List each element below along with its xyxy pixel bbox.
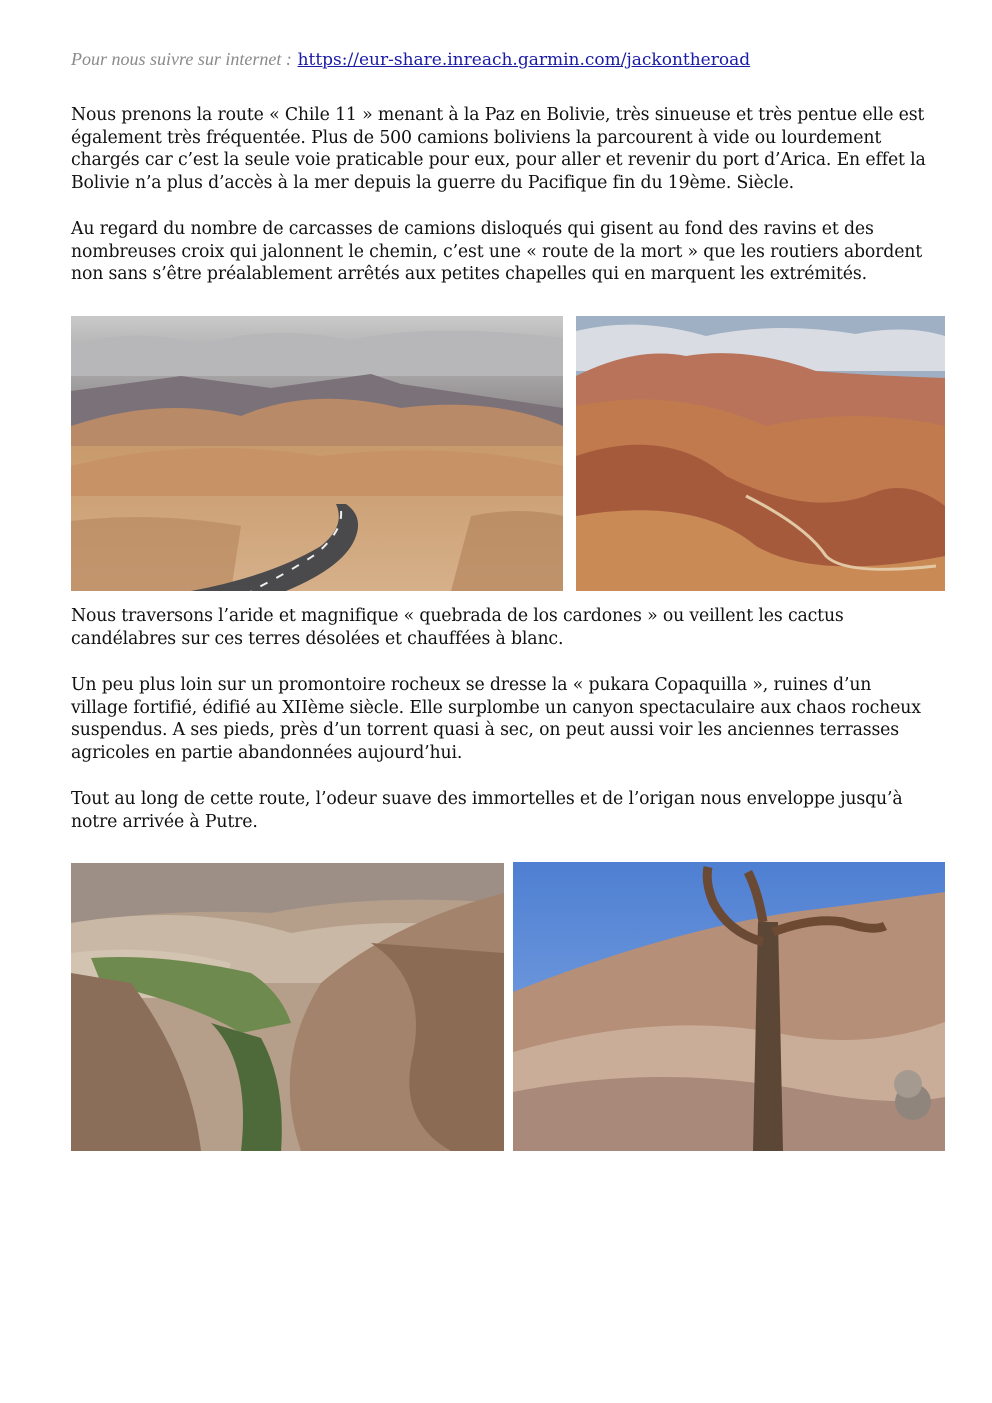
- text-line: Tout au long de cette route, l’odeur suave des immortelles et de l’origan nous enveloppe jusqu’à: [71, 789, 903, 809]
- text-line: Un peu plus loin sur un promontoire rocheux se dresse la « pukara Copaquilla », ruines d’un: [71, 675, 872, 695]
- text-line: Nous prenons la route « Chile 11 » menant à la Paz en Bolivie, très sinueuse et très pentue elle est: [71, 105, 925, 125]
- text-line: notre arrivée à Putre.: [71, 811, 258, 832]
- text-line: chargés car c’est la seule voie praticable pour eux, pour aller et revenir du port d’Arica. En effet la: [71, 150, 926, 170]
- photo-canyon: [71, 863, 504, 1151]
- paragraph-route: [71, 104, 951, 194]
- canyon-image: [71, 863, 504, 1151]
- paragraph-quebrada: [71, 605, 951, 650]
- text-line: Bolivie n’a plus d’accès à la mer depuis la guerre du Pacifique fin du 19ème. Siècle.: [71, 172, 795, 193]
- paragraph-pukara: [71, 674, 951, 764]
- paragraph-death-road: [71, 218, 951, 286]
- follow-line: [71, 47, 750, 72]
- text-line: Au regard du nombre de carcasses de camions disloqués qui gisent au fond des ravins et des: [71, 219, 874, 239]
- text-line: nombreuses croix qui jalonnent le chemin, c’est une « route de la mort » que les routiers abordent: [71, 241, 923, 262]
- photo-cactus: [513, 862, 945, 1151]
- text-line: Nous traversons l’aride et magnifique « quebrada de los cardones » ou veillent les cactus: [71, 606, 844, 626]
- cactus-image: [513, 862, 945, 1151]
- text-line: suspendus. A ses pieds, près d’un torrent quasi à sec, on peut aussi voir les anciennes terrasses: [71, 720, 899, 740]
- text-line: non sans s’être préalablement arrêtés aux petites chapelles qui en marquent les extrémités.: [71, 264, 867, 284]
- red-mountains-image: [576, 316, 945, 591]
- text-line: agricoles en partie abandonnées aujourd’hui.: [71, 742, 463, 763]
- photo-red-mountains: [576, 316, 945, 591]
- text-line: candélabres sur ces terres désolées et chauffées à blanc.: [71, 628, 564, 649]
- desert-road-image: [71, 316, 563, 591]
- text-line: village fortifié, édifié au XIIème siècle. Elle surplombe un canyon spectaculaire aux chaos rocheux: [71, 697, 921, 718]
- paragraph-putre: [71, 788, 951, 833]
- tracking-link[interactable]: https://eur-share.inreach.garmin.com/jackontheroad: [297, 50, 751, 70]
- photo-desert-road: [71, 316, 563, 591]
- text-line: également très fréquentée. Plus de 500 camions boliviens la parcourent à vide ou lourdement: [71, 127, 882, 148]
- follow-label: Pour nous suivre sur internet :: [71, 49, 292, 69]
